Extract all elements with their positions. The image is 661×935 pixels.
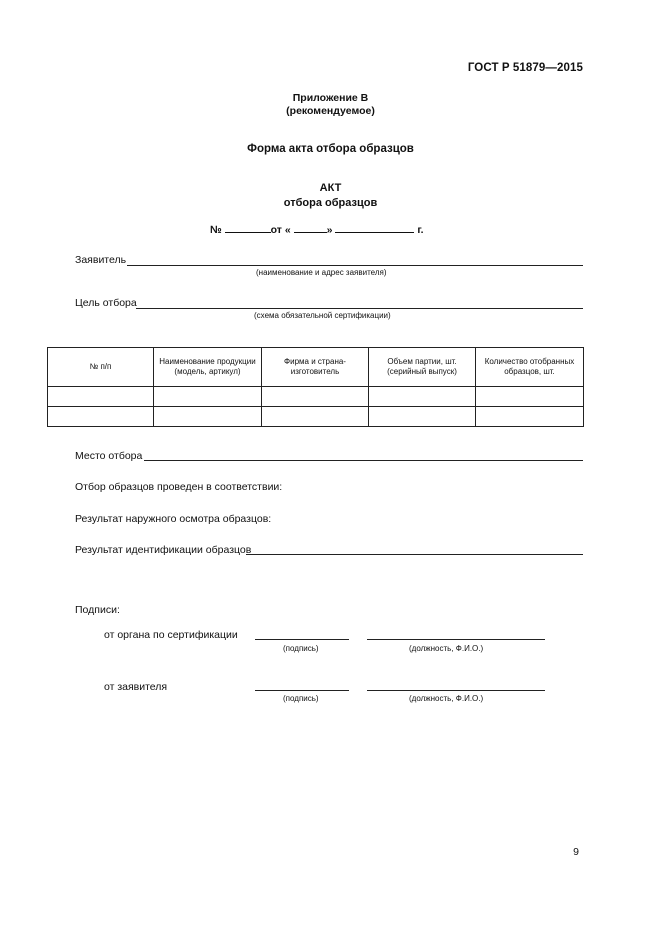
year-suffix: г. [417, 224, 424, 236]
date-quote-close: » [326, 224, 333, 236]
table-cell[interactable] [476, 407, 584, 427]
identification-label: Результат идентификации образцов [75, 544, 252, 556]
table-header-row [48, 348, 584, 387]
annex-heading [0, 92, 661, 118]
table-row [48, 407, 584, 427]
act-number-field[interactable] [225, 223, 271, 233]
organ-signature-field[interactable] [255, 639, 349, 640]
act-heading [0, 181, 661, 211]
column-header: Объем партии, шт. (серийный выпуск) [369, 348, 476, 387]
column-header: Количество отобранных образцов, шт. [476, 348, 584, 387]
conformity-label: Отбор образцов проведен в соответствии: [75, 481, 283, 493]
place-field[interactable] [144, 460, 583, 461]
date-month-year-field[interactable] [335, 223, 414, 233]
table-cell[interactable] [369, 387, 476, 407]
table-row [48, 387, 584, 407]
annex-status: (рекомендуемое) [286, 105, 375, 117]
signatures-title: Подписи: [75, 604, 120, 616]
form-title: Форма акта отбора образцов [247, 143, 414, 155]
identification-field[interactable] [246, 554, 583, 555]
applicant-sign-hint: (подпись) [283, 694, 319, 703]
applicant-hint: (наименование и адрес заявителя) [256, 268, 387, 277]
page-number: 9 [573, 846, 579, 858]
act-title: АКТ [319, 182, 342, 194]
table-cell[interactable] [369, 407, 476, 427]
applicant-signature-label: от заявителя [104, 681, 168, 693]
act-subtitle: отбора образцов [283, 197, 378, 209]
table-cell[interactable] [154, 387, 262, 407]
act-number-line [210, 223, 424, 236]
place-label: Место отбора [75, 450, 143, 462]
applicant-signature-field[interactable] [255, 690, 349, 691]
column-header: № п/п [48, 348, 154, 387]
column-header: Наименование продукции (модель, артикул) [154, 348, 262, 387]
purpose-label: Цель отбора [75, 297, 137, 309]
table-cell[interactable] [48, 407, 154, 427]
applicant-field[interactable] [127, 265, 583, 266]
date-from: от « [270, 224, 291, 236]
inspection-label: Результат наружного осмотра образцов: [75, 513, 272, 525]
table-cell[interactable] [262, 407, 369, 427]
applicant-position-field[interactable] [367, 690, 545, 691]
samples-table [47, 347, 584, 427]
date-day-field[interactable] [294, 223, 327, 233]
table-cell[interactable] [154, 407, 262, 427]
table-cell[interactable] [262, 387, 369, 407]
applicant-position-hint: (должность, Ф.И.О.) [409, 694, 484, 703]
standard-designation: ГОСТ Р 51879—2015 [467, 62, 583, 74]
table-cell[interactable] [476, 387, 584, 407]
annex-title: Приложение В [292, 92, 369, 104]
organ-sign-hint: (подпись) [283, 644, 319, 653]
number-sign: № [210, 224, 222, 236]
purpose-hint: (схема обязательной сертификации) [254, 311, 391, 320]
organ-position-field[interactable] [367, 639, 545, 640]
applicant-label: Заявитель [75, 254, 127, 266]
purpose-field[interactable] [136, 308, 583, 309]
column-header: Фирма и страна-изготовитель [262, 348, 369, 387]
organ-position-hint: (должность, Ф.И.О.) [409, 644, 484, 653]
organ-signature-label: от органа по сертификации [104, 629, 238, 641]
table-cell[interactable] [48, 387, 154, 407]
